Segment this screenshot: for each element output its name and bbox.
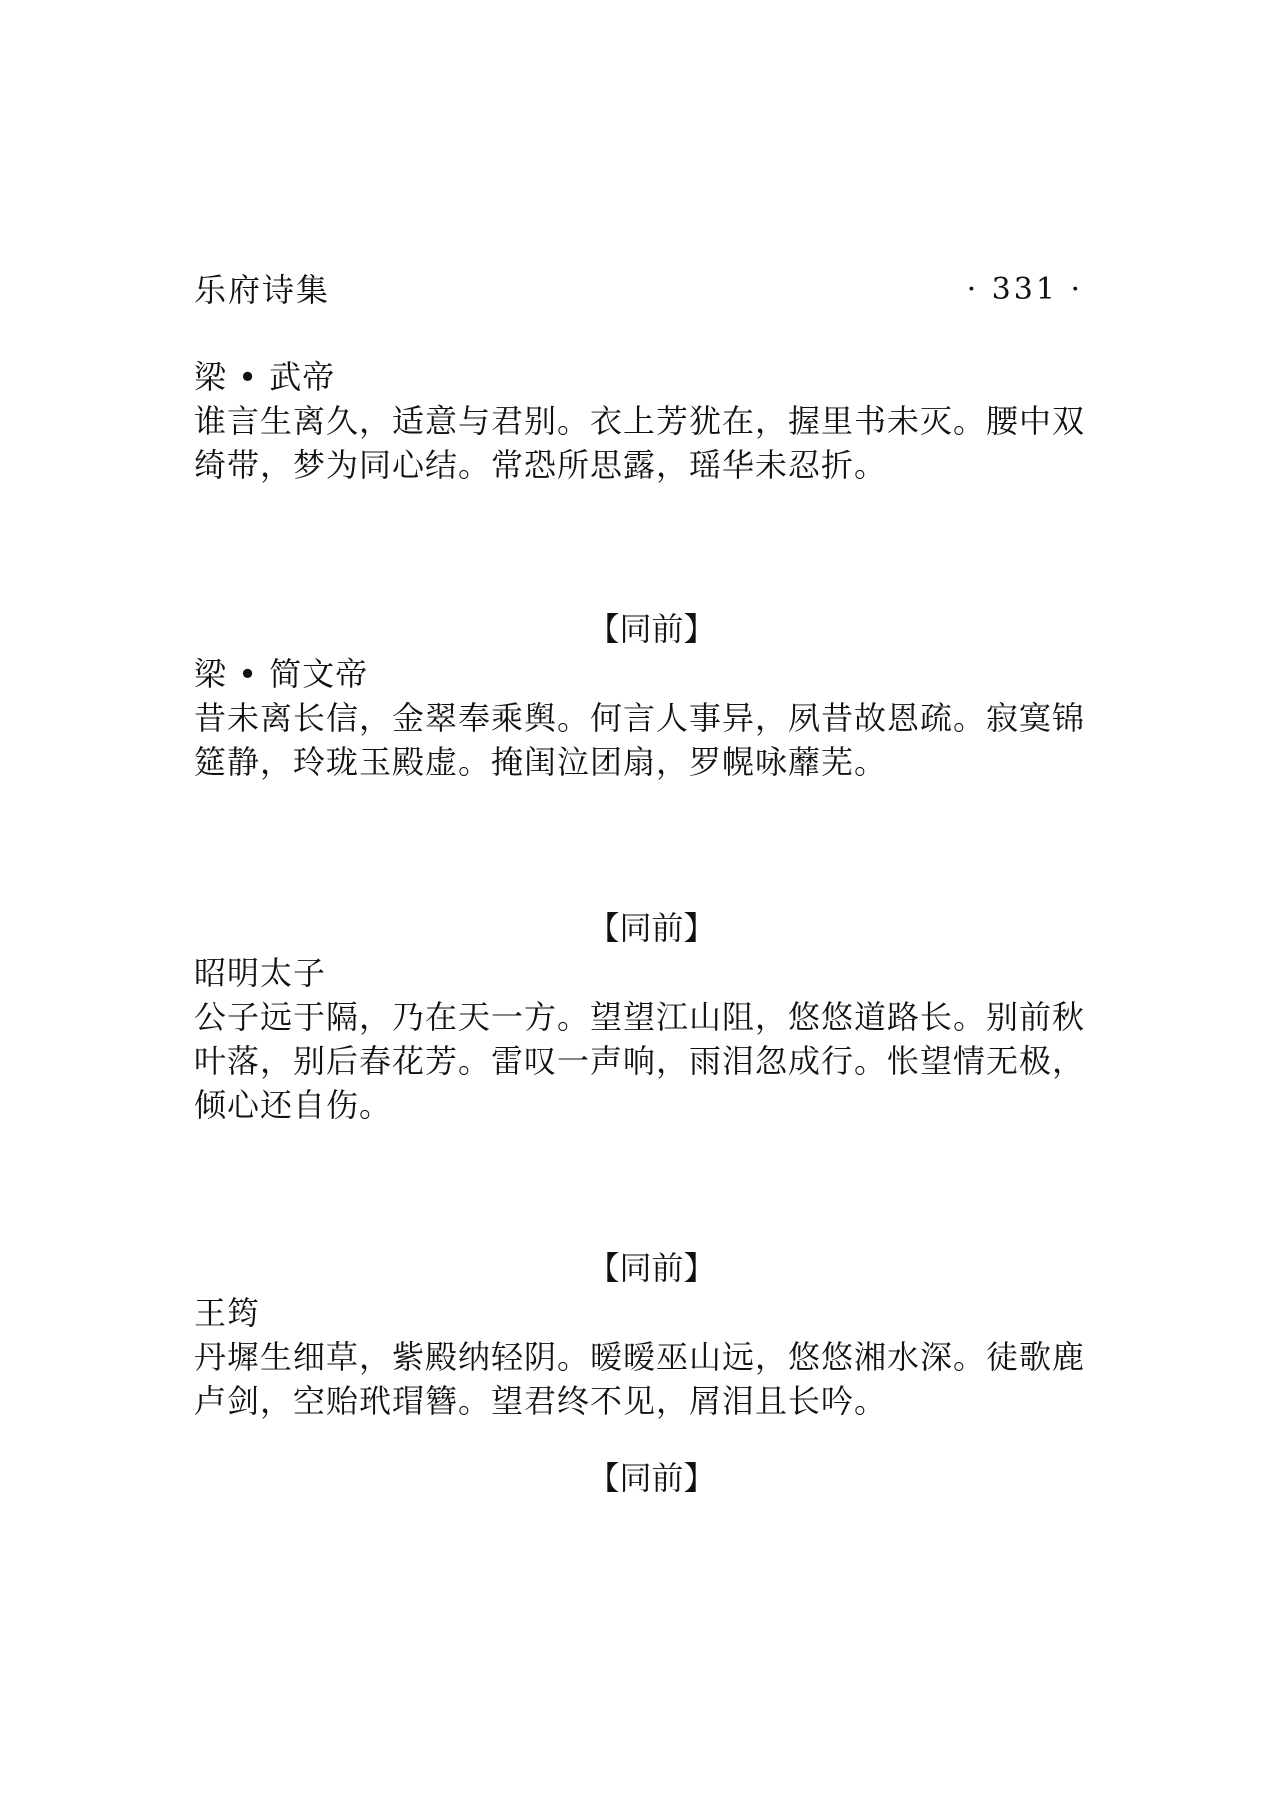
poem-author: 梁 • 武帝 — [194, 358, 336, 396]
running-head-title: 乐府诗集 — [194, 271, 331, 309]
section-ref-label: 【同前】 — [587, 909, 716, 947]
poem-author: 梁 • 简文帝 — [194, 655, 369, 693]
poem-text: 谁言生离久，适意与君别。衣上芳犹在，握里书未灭。腰中双绮带，梦为同心结。常恐所思露，瑶华未忍折。 — [194, 402, 1086, 484]
page-number: · 331 · — [966, 272, 1083, 307]
poem-entry — [194, 1291, 1087, 1423]
poem-author: 王筠 — [194, 1294, 261, 1332]
poem-text: 丹墀生细草，紫殿纳轻阴。暧暧巫山远，悠悠湘水深。徒歌鹿卢剑，空贻玳瑁簪。望君终不见，屑泪且长吟。 — [194, 1338, 1086, 1420]
section-ref-label: 【同前】 — [587, 1459, 716, 1497]
section-ref-label: 【同前】 — [587, 1249, 716, 1287]
poem-entry — [194, 652, 1087, 784]
poem-author: 昭明太子 — [194, 954, 327, 992]
section-ref-label: 【同前】 — [587, 610, 716, 648]
poem-entry — [194, 355, 1087, 487]
poem-text: 公子远于隔，乃在天一方。望望江山阻，悠悠道路长。别前秋叶落，别后春花芳。雷叹一声响，雨泪忽成行。怅望情无极，倾心还自伤。 — [194, 998, 1086, 1124]
poem-text: 昔未离长信，金翠奉乘舆。何言人事异，夙昔故恩疏。寂寞锦筵静，玲珑玉殿虚。掩闺泣团扇，罗幌咏蘼芜。 — [194, 699, 1086, 781]
poem-entry — [194, 951, 1087, 1127]
